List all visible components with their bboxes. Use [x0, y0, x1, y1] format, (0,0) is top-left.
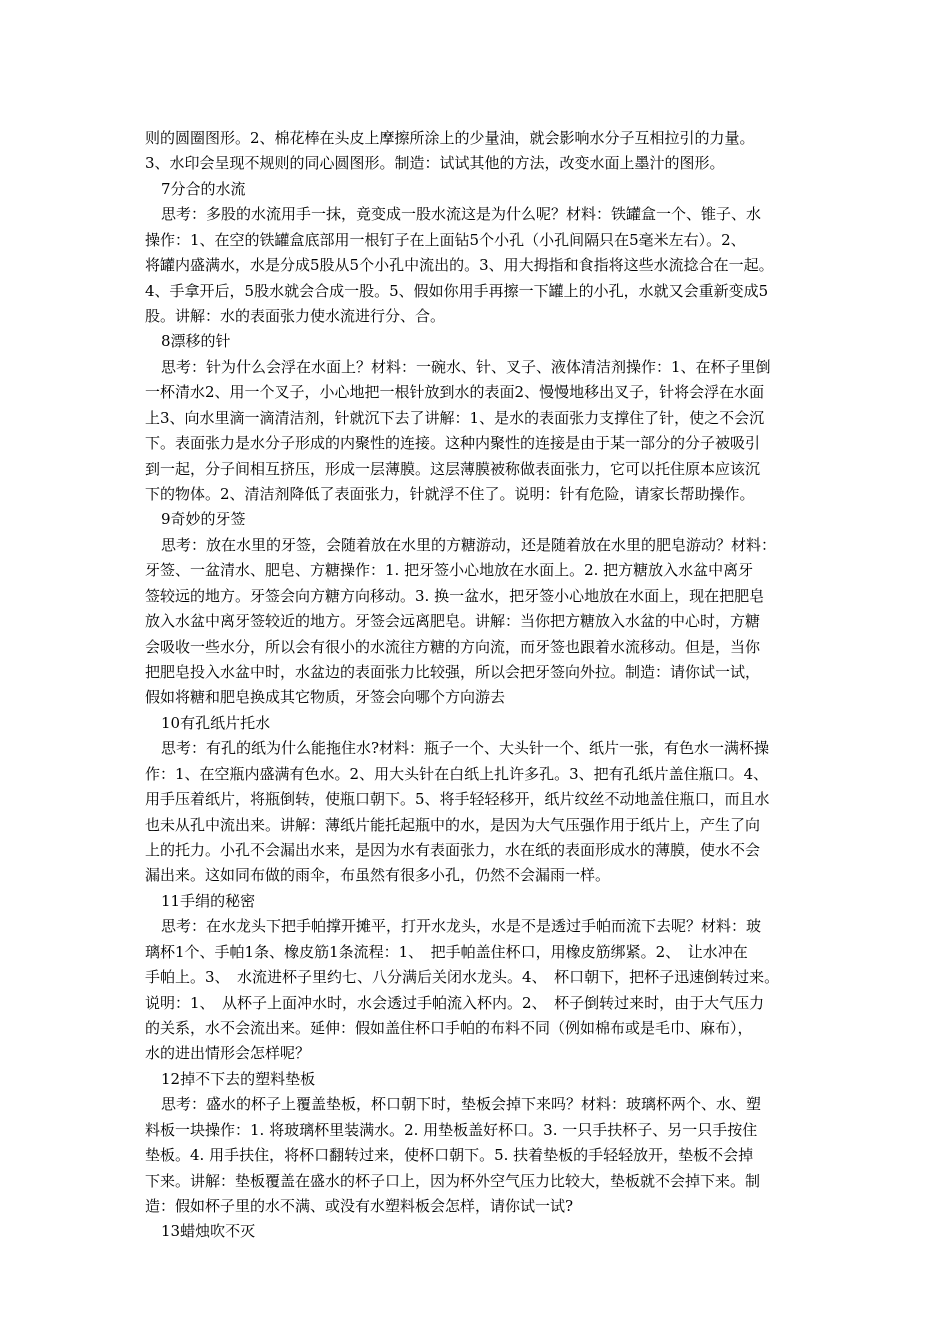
section-heading: 9奇妙的牙签	[161, 510, 246, 528]
text-line: 一杯清水2、用一个叉子，小心地把一根针放到水的表面2、慢慢地移出叉子，针将会浮在水面	[145, 383, 765, 401]
text-line: 造：假如杯子里的水不满、或没有水塑料板会怎样，请你试一试?	[145, 1197, 574, 1215]
text-line: 的关系，水不会流出来。延伸：假如盖住杯口手帕的布料不同（例如棉布或是毛巾、麻布），	[145, 1019, 753, 1037]
text-line: 股。讲解：水的表面张力使水流进行分、合。	[145, 307, 446, 325]
section-heading: 11手绢的秘密	[161, 892, 256, 910]
text-line: 假如将糖和肥皂换成其它物质，牙签会向哪个方向游去	[145, 688, 506, 706]
text-line: 操作：1、在空的铁罐盒底部用一根钉子在上面钻5个小孔（小孔间隔只在5毫米左右）。2、	[145, 231, 746, 249]
text-line: 作：1、在空瓶内盛满有色水。2、用大头针在白纸上扎许多孔。3、把有孔纸片盖住瓶口。4、	[145, 765, 769, 783]
text-line: 手帕上。3、 水流进杯子里约七、八分满后关闭水龙头。4、 杯口朝下，把杯子迅速倒转过来。	[145, 968, 780, 986]
text-line: 下。表面张力是水分子形成的内聚性的连接。这种内聚性的连接是由于某一部分的分子被吸引	[145, 434, 761, 452]
text-line: 垫板。4. 用手扶住，将杯口翻转过来，使杯口朝下。5. 扶着垫板的手轻轻放开，垫板不会掉	[145, 1146, 754, 1164]
text-line: 也未从孔中流出来。讲解：薄纸片能托起瓶中的水，是因为大气压强作用于纸片上，产生了向	[145, 816, 761, 834]
text-line: 思考：放在水里的牙签，会随着放在水里的方糖游动，还是随着放在水里的肥皂游动？材料：	[161, 536, 777, 554]
text-line: 签较远的地方。牙签会向方糖方向移动。3. 换一盆水，把牙签小心地放在水面上，现在把肥皂	[145, 587, 765, 605]
text-line: 说明：1、 从杯子上面冲水时，水会透过手帕流入杯内。2、 杯子倒转过来时，由于大气压力	[145, 994, 765, 1012]
text-line: 思考：多股的水流用手一抹，竟变成一股水流这是为什么呢？材料：铁罐盒一个、锥子、水	[161, 205, 762, 223]
text-line: 水的进出情形会怎样呢？	[145, 1044, 311, 1062]
text-line: 牙签、一盆清水、肥皂、方糖操作：1. 把牙签小心地放在水面上。2. 把方糖放入水盆中离牙	[145, 561, 754, 579]
text-line: 思考：有孔的纸为什么能拖住水?材料：瓶子一个、大头针一个、纸片一张，有色水一满杯操	[161, 739, 770, 757]
text-line: 漏出来。这如同布做的雨伞，布虽然有很多小孔，仍然不会漏雨一样。	[145, 866, 611, 884]
text-line: 上的托力。小孔不会漏出水来，是因为水有表面张力，水在纸的表面形成水的薄膜，使水不会	[145, 841, 761, 859]
text-line: 上3、向水里滴一滴清洁剂，针就沉下去了讲解：1、是水的表面张力支撑住了针，使之不会沉	[145, 409, 765, 427]
text-line: 下的物体。2、清洁剂降低了表面张力，针就浮不住了。说明：针有危险，请家长帮助操作。	[145, 485, 755, 503]
text-line: 思考：针为什么会浮在水面上？材料：一碗水、针、叉子、液体清洁剂操作：1、在杯子里倒	[161, 358, 771, 376]
section-heading: 10有孔纸片托水	[161, 714, 271, 732]
text-line: 璃杯1个、手帕1条、橡皮筋1条流程：1、 把手帕盖住杯口，用橡皮筋绑紧。2、 让水冲在	[145, 943, 748, 961]
section-heading: 8漂移的针	[161, 332, 231, 350]
text-line: 到一起，分子间相互挤压，形成一层薄膜。这层薄膜被称做表面张力，它可以托住原本应该沉	[145, 460, 761, 478]
section-heading: 13蜡烛吹不灭	[161, 1222, 256, 1240]
text-line: 思考：在水龙头下把手帕撑开摊平，打开水龙头，水是不是透过手帕而流下去呢？材料：玻	[161, 917, 762, 935]
text-line: 3、水印会呈现不规则的同心圆图形。制造：试试其他的方法，改变水面上墨汁的图形。	[145, 154, 725, 172]
text-line: 思考：盛水的杯子上覆盖垫板，杯口朝下时，垫板会掉下来吗？材料：玻璃杯两个、水、塑	[161, 1095, 762, 1113]
text-line: 则的圆圈图形。2、棉花棒在头皮上摩擦所涂上的少量油，就会影响水分子互相拉引的力量。	[145, 129, 755, 147]
text-line: 将罐内盛满水，水是分成5股从5个小孔中流出的。3、用大拇指和食指将这些水流捻合在一起。	[145, 256, 774, 274]
section-heading: 12掉不下去的塑料垫板	[161, 1070, 316, 1088]
text-line: 把肥皂投入水盆中时，水盆边的表面张力比较强，所以会把牙签向外拉。制造：请你试一试，	[145, 663, 761, 681]
text-line: 料板一块操作：1. 将玻璃杯里装满水。2. 用垫板盖好杯口。3. 一只手扶杯子、另一只手按住	[145, 1121, 758, 1139]
text-line: 4、手拿开后，5股水就会合成一股。5、假如你用手再擦一下罐上的小孔，水就又会重新变成5	[145, 282, 769, 300]
section-heading: 7分合的水流	[161, 180, 246, 198]
text-line: 下来。讲解：垫板覆盖在盛水的杯子口上，因为杯外空气压力比较大，垫板就不会掉下来。制	[145, 1172, 761, 1190]
text-line: 会吸收一些水分，所以会有很小的水流往方糖的方向流，而牙签也跟着水流移动。但是，当你	[145, 638, 761, 656]
text-line: 用手压着纸片，将瓶倒转，使瓶口朝下。5、将手轻轻移开，纸片纹丝不动地盖住瓶口，而且水	[145, 790, 770, 808]
text-line: 放入水盆中离牙签较近的地方。牙签会远离肥皂。讲解：当你把方糖放入水盆的中心时，方糖	[145, 612, 761, 630]
